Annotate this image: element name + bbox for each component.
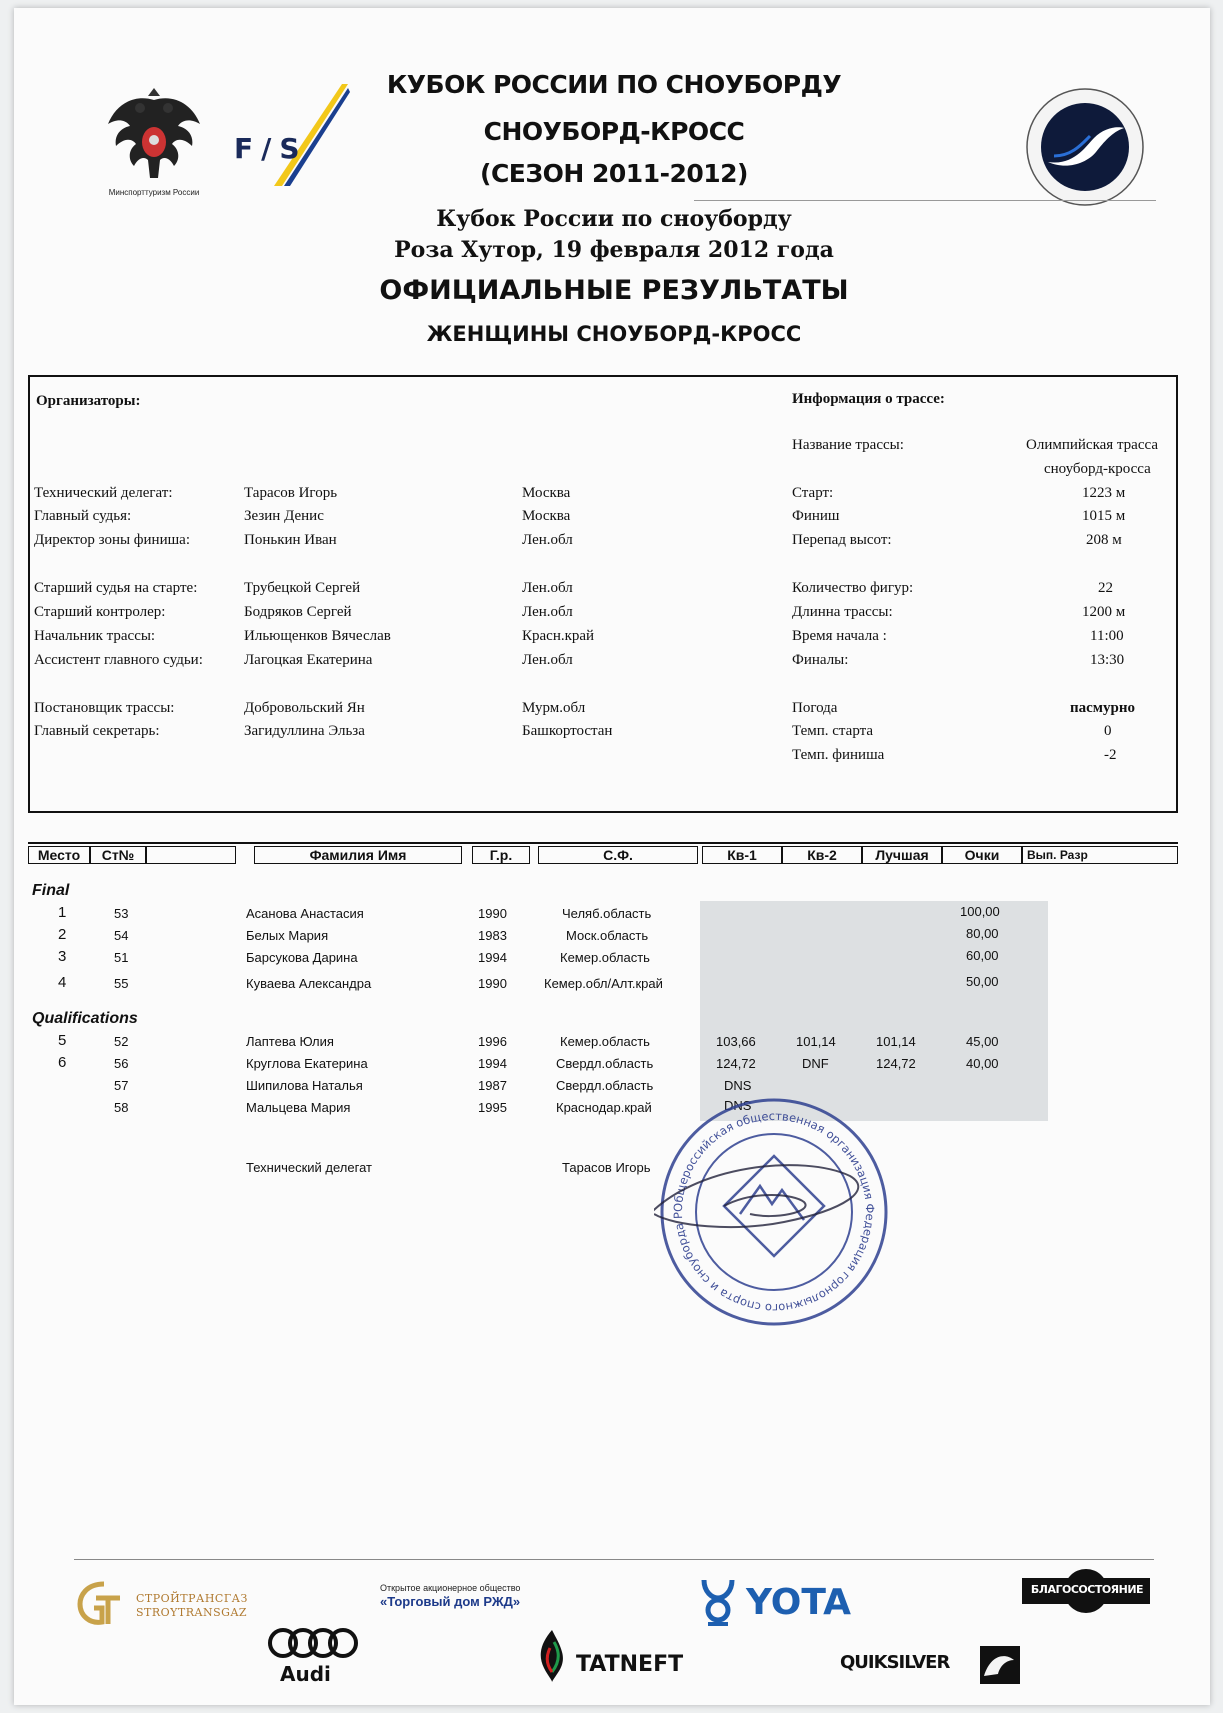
stroytransgaz-logo bbox=[74, 1578, 274, 1628]
row-points: 60,00 bbox=[966, 948, 999, 963]
row-q2: 101,14 bbox=[796, 1034, 836, 1049]
event-name: Кубок России по сноуборду bbox=[436, 206, 792, 232]
official-role: Технический делегат: bbox=[34, 485, 173, 501]
track-value: 1015 м bbox=[1082, 508, 1126, 524]
row-region: Кемер.область bbox=[560, 950, 650, 965]
row-region: Кемер.область bbox=[560, 1034, 650, 1049]
row-best: 124,72 bbox=[876, 1056, 916, 1071]
col-q2: Кв-2 bbox=[782, 846, 862, 864]
col-q1: Кв-1 bbox=[702, 846, 782, 864]
row-bib: 52 bbox=[114, 1034, 129, 1049]
official-region: Лен.обл bbox=[522, 652, 573, 668]
track-label: Длинна трассы: bbox=[792, 604, 893, 620]
col-best: Лучшая bbox=[862, 846, 942, 864]
col-region: С.Ф. bbox=[538, 846, 698, 864]
row-place: 6 bbox=[58, 1054, 67, 1071]
official-region: Мурм.обл bbox=[522, 700, 586, 716]
official-role: Директор зоны финиша: bbox=[34, 532, 190, 548]
official-name: Лагоцкая Екатерина bbox=[244, 652, 373, 668]
row-name: Белых Мария bbox=[246, 928, 329, 943]
audi-text: Audi bbox=[280, 1662, 331, 1686]
track-label: Количество фигур: bbox=[792, 580, 914, 596]
official-name: Добровольский Ян bbox=[244, 700, 365, 716]
row-name: Барсукова Дарина bbox=[246, 950, 358, 965]
row-q1: DNS bbox=[724, 1098, 752, 1113]
row-place: 2 bbox=[58, 926, 67, 943]
row-q2: DNF bbox=[802, 1056, 829, 1071]
results-sheet bbox=[14, 8, 1210, 1705]
official-role: Постановщик трассы: bbox=[34, 700, 175, 716]
row-bib: 51 bbox=[114, 950, 129, 965]
yota-text: YOTA bbox=[746, 1582, 852, 1623]
track-value: пасмурно bbox=[1070, 700, 1136, 716]
row-region: Свердл.область bbox=[556, 1078, 654, 1093]
col-name: Фамилия Имя bbox=[254, 846, 462, 864]
stamp-text: Общероссийская общественная организация Федерация горнолыжного спорта и сноуборда Р bbox=[670, 1108, 878, 1316]
stroytransgaz-en: STROYTRANSGAZ bbox=[136, 1606, 248, 1619]
row-place: 5 bbox=[58, 1032, 67, 1049]
row-points: 80,00 bbox=[966, 926, 999, 941]
organizers-label: Организаторы: bbox=[36, 393, 141, 409]
track-label: Название трассы: bbox=[792, 437, 904, 453]
results-table-header bbox=[28, 842, 1178, 866]
event-place-date: Роза Хутор, 19 февраля 2012 года bbox=[394, 237, 834, 263]
row-q1: 103,66 bbox=[716, 1034, 756, 1049]
row-year: 1990 bbox=[478, 976, 507, 991]
official-stamp bbox=[654, 1094, 894, 1330]
official-region: Башкортостан bbox=[522, 723, 613, 739]
official-role: Ассистент главного судьи: bbox=[34, 652, 203, 668]
row-region: Кемер.обл/Алт.край bbox=[544, 976, 663, 991]
official-name: Ильющенков Вячеслав bbox=[244, 628, 391, 644]
row-year: 1987 bbox=[478, 1078, 507, 1093]
track-label: Финиш bbox=[792, 508, 840, 524]
col-blank bbox=[146, 846, 236, 864]
official-region: Лен.обл bbox=[522, 604, 573, 620]
quiksilver-text: QUIKSILVER bbox=[840, 1652, 950, 1673]
row-best: 101,14 bbox=[876, 1034, 916, 1049]
row-points: 50,00 bbox=[966, 974, 999, 989]
track-label: Финалы: bbox=[792, 652, 849, 668]
blagosostoyanie-text: БЛАГОСОСТОЯНИЕ bbox=[1030, 1583, 1144, 1596]
row-place: 1 bbox=[58, 904, 67, 921]
col-points: Очки bbox=[942, 846, 1022, 864]
track-value: 13:30 bbox=[1090, 652, 1125, 668]
title-line-1: КУБОК РОССИИ ПО СНОУБОРДУ bbox=[386, 70, 842, 99]
row-year: 1994 bbox=[478, 950, 507, 965]
federation-logo bbox=[1024, 86, 1146, 208]
row-year: 1996 bbox=[478, 1034, 507, 1049]
row-bib: 57 bbox=[114, 1078, 129, 1093]
row-year: 1983 bbox=[478, 928, 507, 943]
signature-label: Технический делегат bbox=[246, 1160, 372, 1175]
track-value: 11:00 bbox=[1090, 628, 1124, 644]
row-region: Моск.область bbox=[566, 928, 649, 943]
track-value: 1200 м bbox=[1082, 604, 1126, 620]
track-value: сноуборд-кросса bbox=[1044, 461, 1151, 477]
official-name: Бодряков Сергей bbox=[244, 604, 352, 620]
track-label: Старт: bbox=[792, 485, 834, 501]
stroytransgaz-ru: СТРОЙТРАНСГАЗ bbox=[136, 1592, 248, 1605]
official-name: Понькин Иван bbox=[244, 532, 337, 548]
row-year: 1995 bbox=[478, 1100, 507, 1115]
track-info-label: Информация о трассе: bbox=[792, 391, 945, 407]
row-bib: 54 bbox=[114, 928, 129, 943]
row-bib: 58 bbox=[114, 1100, 129, 1115]
row-points: 40,00 bbox=[966, 1056, 999, 1071]
section-final: Final bbox=[32, 882, 70, 899]
official-region: Красн.край bbox=[522, 628, 595, 644]
official-region: Москва bbox=[522, 485, 571, 501]
coat-of-arms-logo bbox=[94, 74, 214, 197]
official-region: Москва bbox=[522, 508, 571, 524]
official-role: Главный судья: bbox=[34, 508, 132, 524]
official-role: Главный секретарь: bbox=[34, 723, 160, 739]
track-value: 0 bbox=[1104, 723, 1112, 739]
row-name: Лаптева Юлия bbox=[246, 1034, 334, 1049]
row-name: Круглова Екатерина bbox=[246, 1056, 368, 1071]
row-points: 100,00 bbox=[960, 904, 1000, 919]
official-name: Загидуллина Эльза bbox=[244, 723, 365, 739]
official-role: Начальник трассы: bbox=[34, 628, 156, 644]
official-name: Трубецкой Сергей bbox=[244, 580, 361, 596]
section-qualifications: Qualifications bbox=[32, 1010, 138, 1027]
row-bib: 56 bbox=[114, 1056, 129, 1071]
track-label: Погода bbox=[792, 700, 838, 716]
col-place: Место bbox=[28, 846, 90, 864]
row-region: Челяб.область bbox=[562, 906, 652, 921]
info-box bbox=[28, 375, 1178, 813]
track-value: -2 bbox=[1104, 747, 1117, 763]
category-heading: ЖЕНЩИНЫ СНОУБОРД-КРОСС bbox=[426, 322, 802, 346]
audi-logo bbox=[266, 1626, 366, 1688]
track-label: Время начала : bbox=[792, 628, 887, 644]
row-year: 1990 bbox=[478, 906, 507, 921]
track-value: 22 bbox=[1098, 580, 1113, 596]
yota-logo bbox=[698, 1576, 878, 1628]
row-name: Асанова Анастасия bbox=[246, 906, 364, 921]
official-role: Старший судья на старте: bbox=[34, 580, 198, 596]
blagosostoyanie-logo bbox=[1020, 1568, 1154, 1614]
row-region: Свердл.область bbox=[556, 1056, 654, 1071]
track-value: 1223 м bbox=[1082, 485, 1126, 501]
row-place: 3 bbox=[58, 948, 67, 965]
col-year: Г.р. bbox=[472, 846, 530, 864]
row-bib: 55 bbox=[114, 976, 129, 991]
fis-letters: F/S bbox=[234, 132, 308, 165]
row-name: Мальцева Мария bbox=[246, 1100, 351, 1115]
row-year: 1994 bbox=[478, 1056, 507, 1071]
row-points: 45,00 bbox=[966, 1034, 999, 1049]
row-name: Шипилова Наталья bbox=[246, 1078, 363, 1093]
title-line-2: СНОУБОРД-КРОСС bbox=[483, 117, 745, 146]
ministry-caption: Минспорттуризм России bbox=[108, 188, 200, 197]
col-bib: Ст№ bbox=[90, 846, 146, 864]
track-label: Перепад высот: bbox=[792, 532, 892, 548]
header-divider bbox=[694, 200, 1156, 201]
col-rank: Вып. Разр bbox=[1022, 846, 1178, 864]
tatneft-logo bbox=[534, 1628, 734, 1684]
official-results-heading: ОФИЦИАЛЬНЫЕ РЕЗУЛЬТАТЫ bbox=[379, 275, 849, 306]
rzd-name: «Торговый дом РЖД» bbox=[380, 1594, 521, 1609]
footer-divider bbox=[74, 1559, 1154, 1560]
quiksilver-logo bbox=[840, 1646, 1030, 1686]
signature-name: Тарасов Игорь bbox=[562, 1160, 651, 1175]
official-region: Лен.обл bbox=[522, 580, 573, 596]
track-value: 208 м bbox=[1086, 532, 1122, 548]
row-place: 4 bbox=[58, 974, 67, 991]
official-name: Зезин Денис bbox=[244, 508, 324, 524]
official-region: Лен.обл bbox=[522, 532, 573, 548]
track-value: Олимпийская трасса bbox=[1026, 437, 1158, 453]
rzd-caption: Открытое акционерное общество bbox=[380, 1583, 521, 1593]
official-role: Старший контролер: bbox=[34, 604, 166, 620]
row-region: Краснодар.край bbox=[556, 1100, 652, 1115]
track-label: Темп. старта bbox=[792, 723, 874, 739]
row-bib: 53 bbox=[114, 906, 129, 921]
row-q1: 124,72 bbox=[716, 1056, 756, 1071]
official-name: Тарасов Игорь bbox=[244, 485, 338, 501]
row-q1: DNS bbox=[724, 1078, 752, 1093]
title-line-3: (СЕЗОН 2011-2012) bbox=[480, 159, 748, 188]
row-name: Куваева Александра bbox=[246, 976, 372, 991]
track-label: Темп. финиша bbox=[792, 747, 885, 763]
tatneft-text: TATNEFT bbox=[576, 1652, 684, 1677]
